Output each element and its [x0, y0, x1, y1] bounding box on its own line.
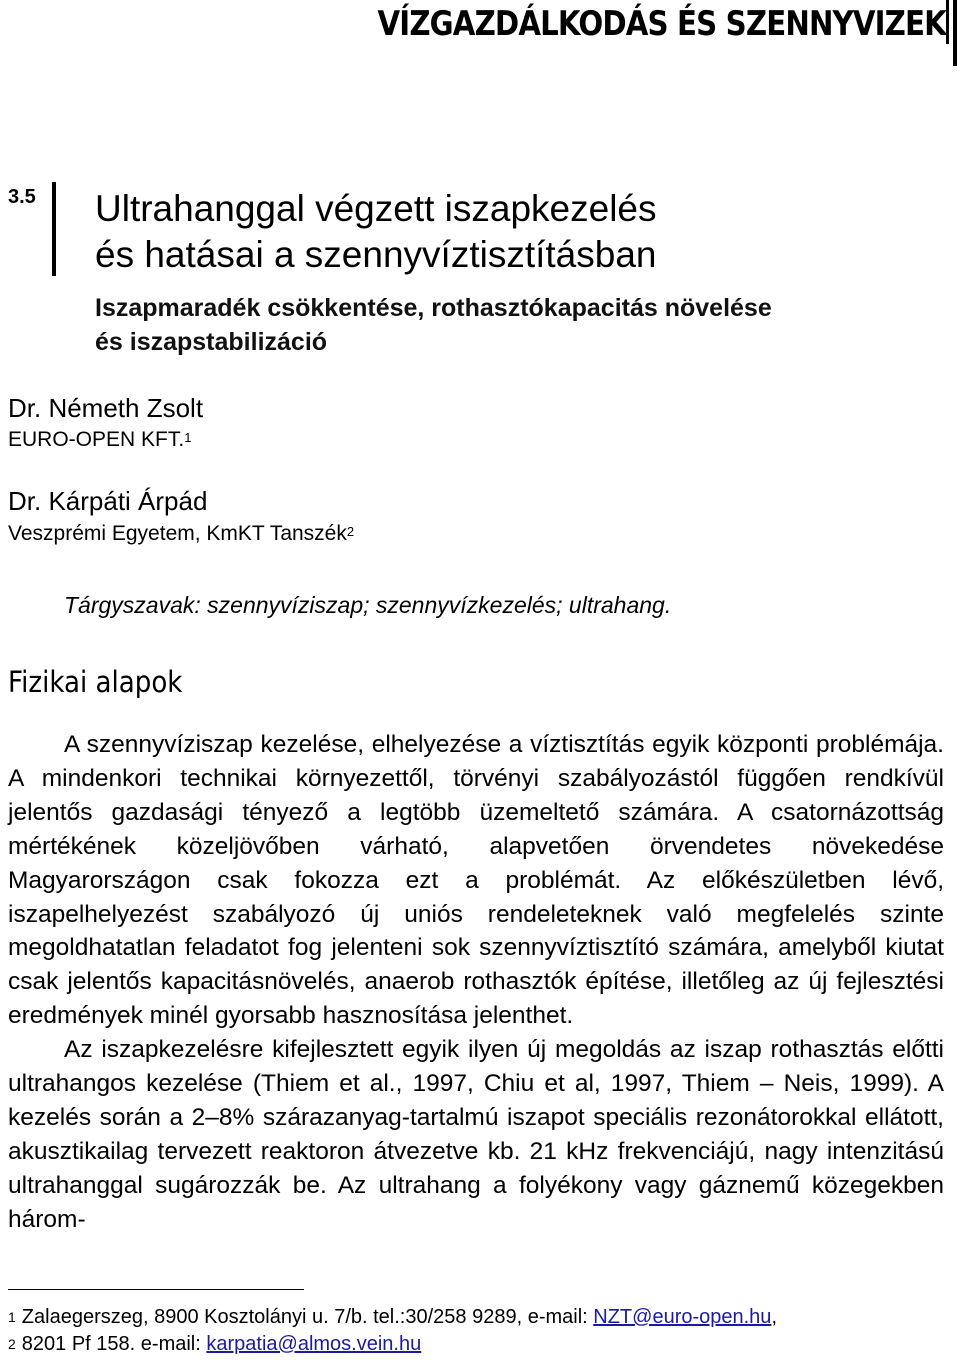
footnote-marker: 2	[346, 524, 355, 539]
affiliation-text: Veszprémi Egyetem, KmKT Tanszék	[8, 522, 347, 545]
email-link[interactable]: NZT@euro-open.hu	[593, 1306, 772, 1328]
running-header: VÍZGAZDÁLKODÁS ÉS SZENNYVIZEK	[377, 4, 946, 44]
body-text	[8, 728, 944, 1237]
section-number: 3.5	[8, 186, 36, 208]
footnote	[8, 1332, 421, 1356]
author-affiliation	[8, 520, 354, 548]
subtitle-line-1: Iszapmaradék csökkentése, rothasztókapacitás növelése	[95, 294, 772, 322]
paragraph: A szennyvíziszap kezelése, elhelyezése a víztisztítás egyik központi problémája. A mindenkori technikai környezettől, törvényi szabályozástól függően rendkívül jelentős gazdasági tényező a legtöbb üzemeltető számára. A csatornázottság mértékének közeljövőben várható, alapvetően örvendetes növekedése Magyarországon csak fokozza ezt a problémát. Az előkészületben lévő, iszapelhelyezést szabályozó új uniós rendeleteknek való megfelelés szinte megoldhatatlan feladatot fog jelenteni sok szennyvíztisztító számára, amelyből kiutat csak jelentős kapacitásnövelés, anaerob rothasztók építése, illetőleg az új fejlesztési eredmények minél gyorsabb hasznosítása jelenthet.	[8, 731, 944, 1030]
author-name: Dr. Kárpáti Árpád	[8, 486, 208, 516]
footnote-marker: 1	[184, 430, 192, 445]
footnote-text: Zalaegerszeg, 8900 Kosztolányi u. 7/b. tel.:30/258 9289, e-mail:	[21, 1306, 594, 1328]
article-subtitle	[95, 291, 772, 359]
footnote	[8, 1305, 777, 1329]
title-line-2: és hatásai a szennyvíztisztításban	[95, 234, 657, 275]
header-rule-thick	[953, 0, 957, 66]
footnote-number: 2	[8, 1336, 16, 1352]
keywords: Tárgyszavak: szennyvíziszap; szennyvízkezelés; ultrahang.	[64, 592, 672, 618]
affiliation-text: EURO-OPEN KFT.	[8, 428, 185, 451]
article-title	[95, 186, 657, 278]
section-rule	[52, 182, 56, 276]
header-rule-thin	[946, 0, 949, 44]
footnote-text: 8201 Pf 158. e-mail:	[21, 1333, 207, 1355]
footnote-tail: ,	[771, 1306, 777, 1328]
author-affiliation	[8, 426, 191, 454]
title-line-1: Ultrahanggal végzett iszapkezelés	[95, 188, 657, 229]
author-name: Dr. Németh Zsolt	[8, 393, 204, 423]
section-heading: Fizikai alapok	[8, 665, 183, 699]
footnote-number: 1	[8, 1309, 16, 1325]
subtitle-line-2: és iszapstabilizáció	[95, 328, 328, 356]
paragraph: Az iszapkezelésre kifejlesztett egyik ilyen új megoldás az iszap rothasztás előtti ultrahangos kezelése (Thiem et al., 1997, Chiu et al, 1997, Thiem – Neis, 1999). A kezelés során a 2–8% szárazanyag-tartalmú iszapot speciális rezonátorokkal ellátott, akusztikailag tervezett reaktoron átvezetve kb. 21 kHz frekvenciájú, nagy intenzitású ultrahanggal sugározzák be. Az ultrahang a folyékony vagy gáznemű közegekben három-	[8, 1036, 944, 1233]
email-link[interactable]: karpatia@almos.vein.hu	[206, 1333, 422, 1355]
footnote-rule	[8, 1289, 304, 1290]
